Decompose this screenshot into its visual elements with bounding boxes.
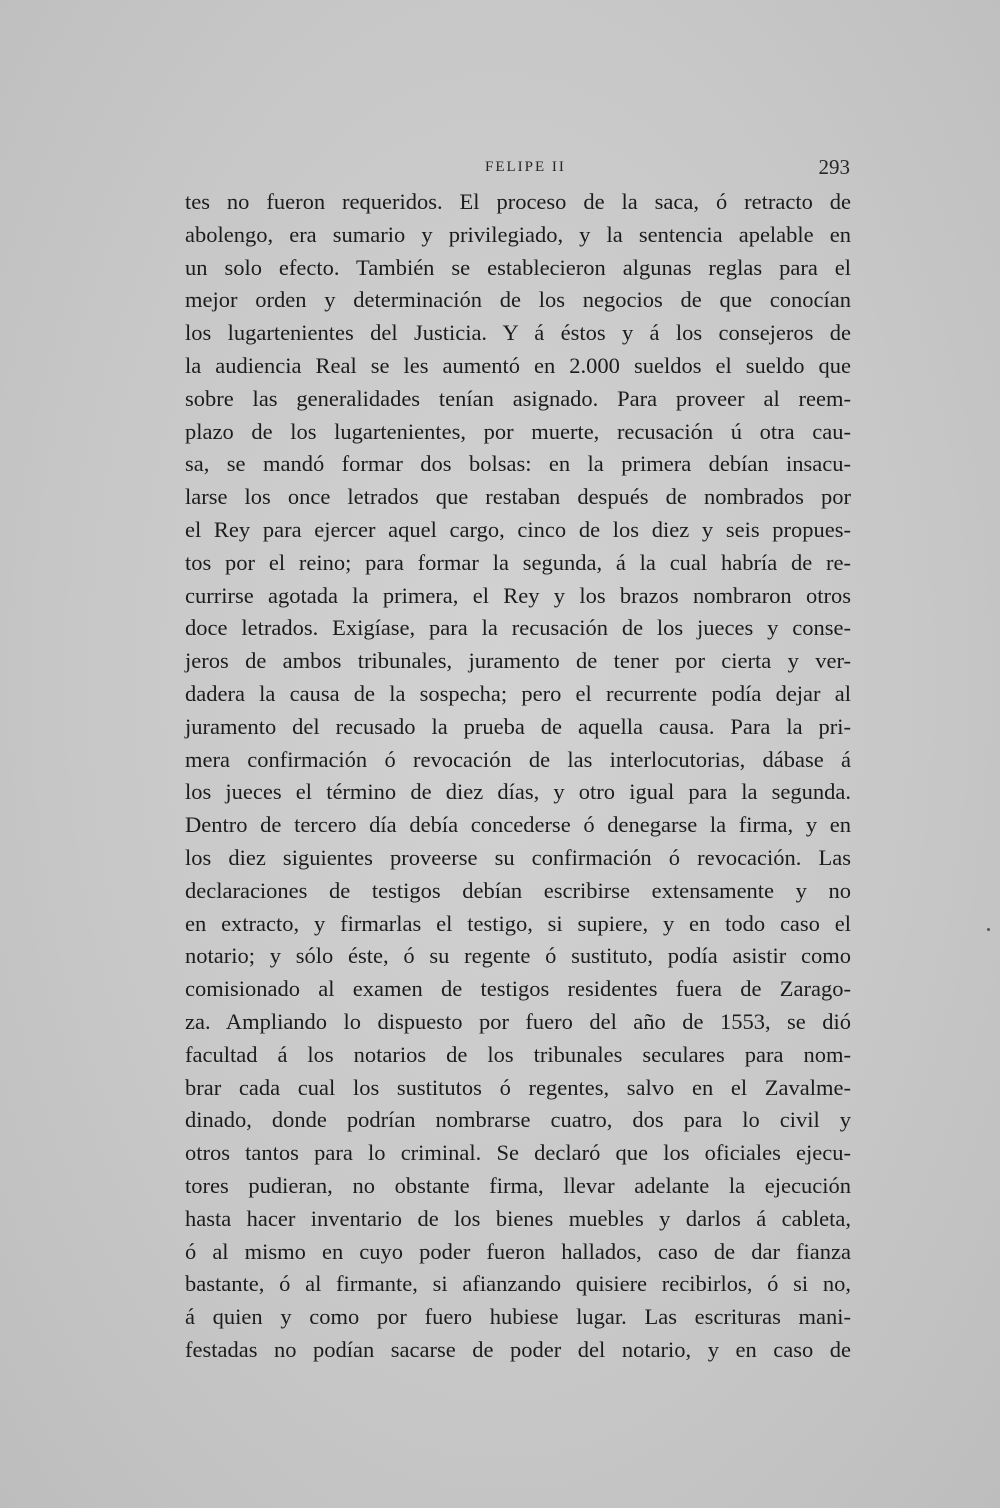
text-line: jeros de ambos tribunales, juramento de tener por cierta y ver-: [185, 648, 851, 674]
text-line: un solo efecto. También se establecieron algunas reglas para el: [185, 254, 851, 280]
text-line: otros tantos para lo criminal. Se declaró que los oficiales ejecu-: [185, 1140, 851, 1166]
text-line: en extracto, y firmarlas el testigo, si supiere, y en todo caso el: [185, 910, 851, 936]
running-head: [190, 155, 850, 183]
ink-speck: [987, 928, 990, 931]
text-line: comisionado al examen de testigos residentes fuera de Zarago-: [185, 976, 851, 1002]
text-line: abolengo, era sumario y privilegiado, y la sentencia apelable en: [185, 221, 851, 247]
text-line: sobre las generalidades tenían asignado. Para proveer al reem-: [185, 385, 851, 411]
text-line: mejor orden y determinación de los negocios de que conocían: [185, 287, 851, 313]
text-line: hasta hacer inventario de los bienes muebles y darlos á cableta,: [185, 1205, 851, 1231]
text-line: mera confirmación ó revocación de las interlocutorias, dábase á: [185, 746, 851, 772]
text-line: larse los once letrados que restaban después de nombrados por: [185, 484, 851, 510]
text-line: la audiencia Real se les aumentó en 2.000 sueldos el sueldo que: [185, 352, 851, 378]
text-line: tes no fueron requeridos. El proceso de la saca, ó retracto de: [185, 189, 851, 214]
text-line: los jueces el término de diez días, y otro igual para la segunda.: [185, 779, 851, 805]
text-line: á quien y como por fuero hubiese lugar. Las escrituras mani-: [185, 1304, 851, 1330]
text-line: za. Ampliando lo dispuesto por fuero del año de 1553, se dió: [185, 1008, 851, 1034]
text-line: tos por el reino; para formar la segunda, á la cual habría de re-: [185, 549, 851, 575]
text-line: sa, se mandó formar dos bolsas: en la primera debían insacu-: [185, 451, 851, 477]
text-line: notario; y sólo éste, ó su regente ó sustituto, podía asistir como: [185, 943, 851, 969]
text-line: facultad á los notarios de los tribunales seculares para nom-: [185, 1041, 851, 1067]
page-number: 293: [818, 155, 850, 179]
text-line: doce letrados. Exigíase, para la recusación de los jueces y conse-: [185, 615, 851, 641]
text-line: brar cada cual los sustitutos ó regentes, salvo en el Zavalme-: [185, 1074, 851, 1100]
text-line: declaraciones de testigos debían escribirse extensamente y no: [185, 877, 851, 903]
text-line: el Rey para ejercer aquel cargo, cinco de los diez y seis propues-: [185, 516, 851, 542]
text-line: ó al mismo en cuyo poder fueron hallados, caso de dar fianza: [185, 1238, 851, 1264]
body-text: [185, 186, 851, 1367]
text-line: los lugartenientes del Justicia. Y á éstos y á los consejeros de: [185, 320, 851, 346]
text-line: bastante, ó al firmante, si afianzando quisiere recibirlos, ó si no,: [185, 1271, 851, 1297]
text-line: juramento del recusado la prueba de aquella causa. Para la pri-: [185, 713, 851, 739]
text-line: plazo de los lugartenientes, por muerte, recusación ú otra cau-: [185, 418, 851, 444]
text-line: Dentro de tercero día debía concederse ó denegarse la firma, y en: [185, 812, 851, 838]
text-line: dinado, donde podrían nombrarse cuatro, dos para lo civil y: [185, 1107, 851, 1133]
text-line: los diez siguientes proveerse su confirmación ó revocación. Las: [185, 844, 851, 870]
text-line: currirse agotada la primera, el Rey y los brazos nombraron otros: [185, 582, 851, 608]
running-title: FELIPE II: [485, 159, 566, 175]
text-line: dadera la causa de la sospecha; pero el recurrente podía dejar al: [185, 680, 851, 706]
text-line: tores pudieran, no obstante firma, llevar adelante la ejecución: [185, 1172, 851, 1198]
text-line: festadas no podían sacarse de poder del notario, y en caso de: [185, 1336, 851, 1362]
